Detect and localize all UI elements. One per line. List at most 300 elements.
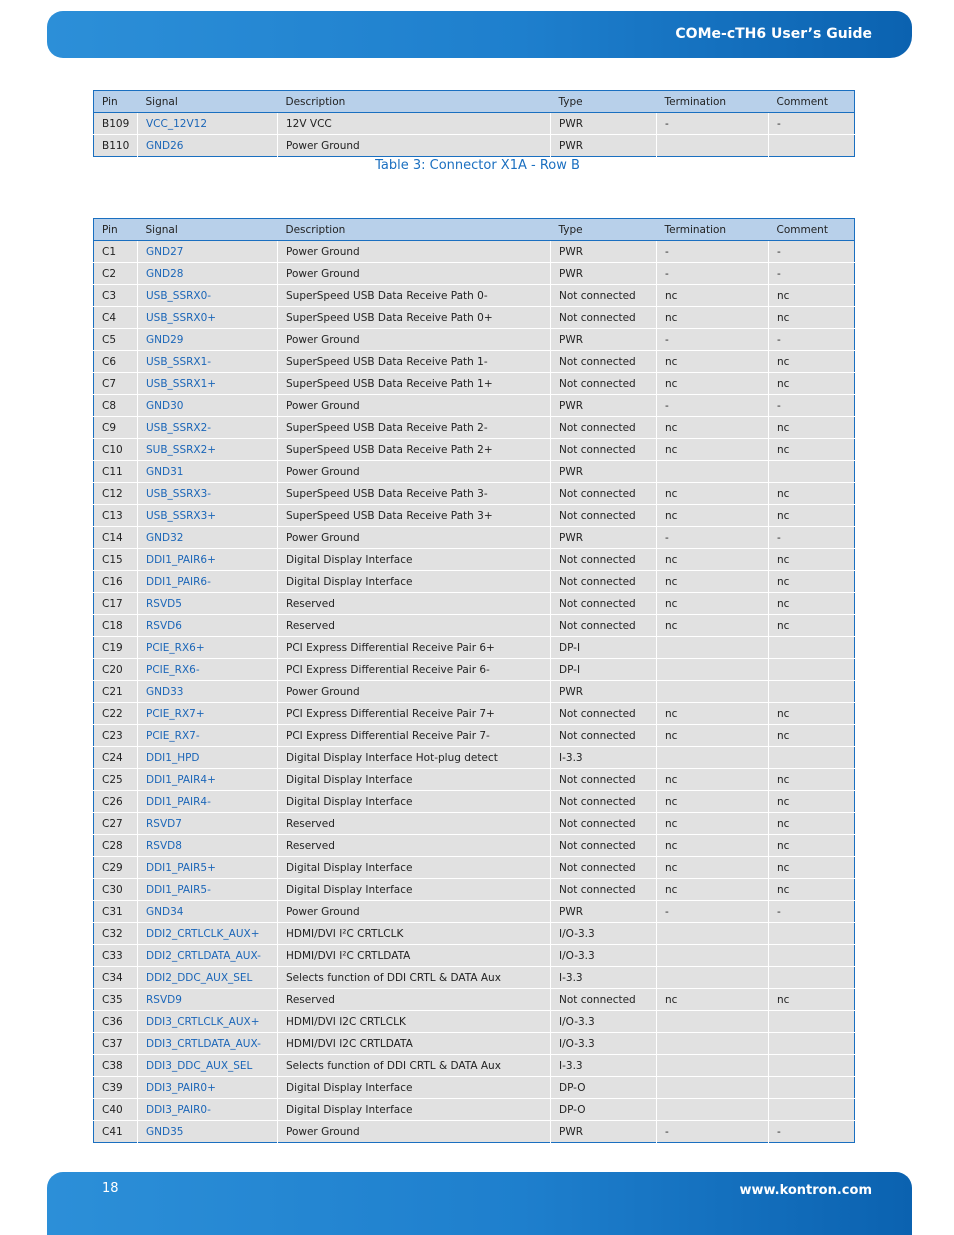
- cell-pin: C5: [94, 329, 138, 351]
- cell-pin: C16: [94, 571, 138, 593]
- table-row: [94, 659, 855, 681]
- cell-type: PWR: [551, 395, 657, 417]
- cell-description: Reserved: [278, 835, 551, 857]
- cell-signal[interactable]: USB_SSRX1-: [138, 351, 278, 373]
- cell-signal[interactable]: GND30: [138, 395, 278, 417]
- cell-comment: nc: [769, 769, 855, 791]
- cell-type: Not connected: [551, 373, 657, 395]
- cell-signal[interactable]: DDI1_PAIR5-: [138, 879, 278, 901]
- cell-description: Digital Display Interface: [278, 1077, 551, 1099]
- cell-type: PWR: [551, 329, 657, 351]
- cell-comment: nc: [769, 417, 855, 439]
- cell-termination: -: [657, 329, 769, 351]
- column-header-type: Type: [551, 91, 657, 113]
- table-row: [94, 945, 855, 967]
- column-header-type: Type: [551, 219, 657, 241]
- cell-termination: [657, 747, 769, 769]
- cell-description: Power Ground: [278, 527, 551, 549]
- cell-signal[interactable]: DDI3_CRTLDATA_AUX-: [138, 1033, 278, 1055]
- cell-description: HDMI/DVI I²C CRTLDATA: [278, 945, 551, 967]
- cell-pin: C6: [94, 351, 138, 373]
- cell-pin: C4: [94, 307, 138, 329]
- cell-comment: nc: [769, 307, 855, 329]
- table-caption: Table 3: Connector X1A - Row B: [375, 158, 580, 173]
- cell-comment: nc: [769, 483, 855, 505]
- cell-description: Selects function of DDI CRTL & DATA Aux: [278, 1055, 551, 1077]
- cell-signal[interactable]: USB_SSRX0-: [138, 285, 278, 307]
- cell-termination: -: [657, 527, 769, 549]
- table-row: [94, 461, 855, 483]
- cell-comment: nc: [769, 615, 855, 637]
- cell-termination: -: [657, 901, 769, 923]
- cell-termination: nc: [657, 483, 769, 505]
- cell-type: Not connected: [551, 725, 657, 747]
- cell-termination: nc: [657, 417, 769, 439]
- cell-type: Not connected: [551, 571, 657, 593]
- cell-pin: C27: [94, 813, 138, 835]
- table-row: [94, 1011, 855, 1033]
- cell-termination: [657, 135, 769, 157]
- cell-type: I-3.3: [551, 1055, 657, 1077]
- cell-pin: C28: [94, 835, 138, 857]
- cell-description: Power Ground: [278, 263, 551, 285]
- cell-comment: nc: [769, 549, 855, 571]
- cell-signal[interactable]: PCIE_RX7-: [138, 725, 278, 747]
- page-footer: [47, 1172, 912, 1235]
- cell-termination: nc: [657, 813, 769, 835]
- cell-signal[interactable]: DDI2_CRTLCLK_AUX+: [138, 923, 278, 945]
- cell-termination: nc: [657, 725, 769, 747]
- cell-signal[interactable]: GND29: [138, 329, 278, 351]
- cell-description: Reserved: [278, 813, 551, 835]
- cell-comment: [769, 967, 855, 989]
- column-header-termination: Termination: [657, 219, 769, 241]
- column-header-description: Description: [278, 91, 551, 113]
- cell-description: Digital Display Interface: [278, 857, 551, 879]
- cell-pin: C41: [94, 1121, 138, 1143]
- cell-signal[interactable]: PCIE_RX6-: [138, 659, 278, 681]
- cell-pin: C11: [94, 461, 138, 483]
- cell-pin: C19: [94, 637, 138, 659]
- cell-signal[interactable]: USB_SSRX2-: [138, 417, 278, 439]
- table-header-row: [94, 91, 855, 113]
- cell-termination: [657, 945, 769, 967]
- cell-description: Reserved: [278, 593, 551, 615]
- table-row: [94, 1077, 855, 1099]
- cell-termination: nc: [657, 857, 769, 879]
- cell-termination: [657, 461, 769, 483]
- cell-signal[interactable]: SUB_SSRX2+: [138, 439, 278, 461]
- cell-description: Power Ground: [278, 395, 551, 417]
- cell-type: PWR: [551, 461, 657, 483]
- table-row: [94, 989, 855, 1011]
- cell-signal[interactable]: RSVD9: [138, 989, 278, 1011]
- cell-signal[interactable]: GND31: [138, 461, 278, 483]
- cell-signal[interactable]: USB_SSRX3-: [138, 483, 278, 505]
- cell-description: Digital Display Interface: [278, 879, 551, 901]
- cell-comment: [769, 1011, 855, 1033]
- cell-signal[interactable]: GND26: [138, 135, 278, 157]
- cell-type: Not connected: [551, 307, 657, 329]
- table-row: [94, 135, 855, 157]
- cell-termination: nc: [657, 439, 769, 461]
- cell-termination: nc: [657, 351, 769, 373]
- cell-pin: C24: [94, 747, 138, 769]
- cell-type: Not connected: [551, 483, 657, 505]
- cell-signal[interactable]: DDI1_PAIR5+: [138, 857, 278, 879]
- cell-signal[interactable]: DDI2_CRTLDATA_AUX-: [138, 945, 278, 967]
- cell-signal[interactable]: RSVD8: [138, 835, 278, 857]
- cell-pin: C2: [94, 263, 138, 285]
- cell-termination: [657, 967, 769, 989]
- cell-type: PWR: [551, 1121, 657, 1143]
- cell-type: PWR: [551, 527, 657, 549]
- cell-type: Not connected: [551, 615, 657, 637]
- table-row: [94, 351, 855, 373]
- cell-signal[interactable]: RSVD7: [138, 813, 278, 835]
- table-row: [94, 549, 855, 571]
- cell-description: HDMI/DVI I2C CRTLCLK: [278, 1011, 551, 1033]
- page-header: [47, 11, 912, 58]
- cell-type: Not connected: [551, 593, 657, 615]
- table-row: [94, 725, 855, 747]
- table-row: [94, 329, 855, 351]
- cell-termination: [657, 1011, 769, 1033]
- table-row: [94, 1099, 855, 1121]
- table-row: [94, 747, 855, 769]
- cell-signal[interactable]: DDI1_PAIR4+: [138, 769, 278, 791]
- page-number: 18: [102, 1181, 119, 1196]
- table-row: [94, 571, 855, 593]
- cell-signal[interactable]: GND32: [138, 527, 278, 549]
- table-row: [94, 593, 855, 615]
- column-header-comment: Comment: [769, 91, 855, 113]
- cell-pin: C18: [94, 615, 138, 637]
- cell-description: SuperSpeed USB Data Receive Path 3-: [278, 483, 551, 505]
- cell-type: DP-I: [551, 637, 657, 659]
- pin-table-row-c: [93, 218, 855, 1143]
- cell-comment: nc: [769, 813, 855, 835]
- cell-pin: C29: [94, 857, 138, 879]
- cell-comment: nc: [769, 571, 855, 593]
- cell-termination: nc: [657, 879, 769, 901]
- table-row: [94, 1121, 855, 1143]
- table-header-row: [94, 219, 855, 241]
- cell-signal[interactable]: USB_SSRX1+: [138, 373, 278, 395]
- table-row: [94, 505, 855, 527]
- cell-pin: C36: [94, 1011, 138, 1033]
- cell-type: DP-I: [551, 659, 657, 681]
- cell-type: PWR: [551, 901, 657, 923]
- cell-type: Not connected: [551, 813, 657, 835]
- cell-description: PCI Express Differential Receive Pair 7-: [278, 725, 551, 747]
- cell-description: Digital Display Interface: [278, 1099, 551, 1121]
- cell-pin: C33: [94, 945, 138, 967]
- cell-description: SuperSpeed USB Data Receive Path 2+: [278, 439, 551, 461]
- cell-description: SuperSpeed USB Data Receive Path 0+: [278, 307, 551, 329]
- cell-description: Reserved: [278, 989, 551, 1011]
- cell-comment: [769, 135, 855, 157]
- cell-description: Power Ground: [278, 681, 551, 703]
- cell-type: Not connected: [551, 879, 657, 901]
- cell-termination: -: [657, 113, 769, 135]
- cell-type: PWR: [551, 135, 657, 157]
- document-title: COMe-cTH6 User’s Guide: [675, 26, 872, 42]
- cell-pin: C21: [94, 681, 138, 703]
- cell-pin: C7: [94, 373, 138, 395]
- cell-comment: [769, 1099, 855, 1121]
- column-header-termination: Termination: [657, 91, 769, 113]
- cell-description: PCI Express Differential Receive Pair 6-: [278, 659, 551, 681]
- cell-comment: -: [769, 901, 855, 923]
- cell-comment: -: [769, 113, 855, 135]
- cell-signal[interactable]: DDI3_PAIR0+: [138, 1077, 278, 1099]
- cell-description: Power Ground: [278, 1121, 551, 1143]
- table-row: [94, 857, 855, 879]
- cell-description: SuperSpeed USB Data Receive Path 1-: [278, 351, 551, 373]
- cell-termination: [657, 659, 769, 681]
- cell-type: Not connected: [551, 351, 657, 373]
- table-row: [94, 835, 855, 857]
- cell-pin: C10: [94, 439, 138, 461]
- table-row: [94, 923, 855, 945]
- cell-type: Not connected: [551, 505, 657, 527]
- cell-termination: -: [657, 263, 769, 285]
- cell-type: Not connected: [551, 835, 657, 857]
- cell-comment: [769, 1077, 855, 1099]
- column-header-description: Description: [278, 219, 551, 241]
- cell-type: PWR: [551, 113, 657, 135]
- cell-description: Power Ground: [278, 329, 551, 351]
- cell-type: Not connected: [551, 857, 657, 879]
- cell-type: Not connected: [551, 791, 657, 813]
- table-row: [94, 307, 855, 329]
- cell-pin: C8: [94, 395, 138, 417]
- cell-signal[interactable]: DDI1_HPD: [138, 747, 278, 769]
- cell-signal[interactable]: GND28: [138, 263, 278, 285]
- cell-termination: [657, 1033, 769, 1055]
- cell-termination: -: [657, 395, 769, 417]
- cell-description: Power Ground: [278, 135, 551, 157]
- cell-comment: -: [769, 241, 855, 263]
- table-row: [94, 901, 855, 923]
- cell-pin: C30: [94, 879, 138, 901]
- table-row: [94, 113, 855, 135]
- cell-type: Not connected: [551, 439, 657, 461]
- cell-comment: -: [769, 527, 855, 549]
- cell-termination: nc: [657, 989, 769, 1011]
- cell-signal[interactable]: RSVD5: [138, 593, 278, 615]
- cell-signal[interactable]: PCIE_RX7+: [138, 703, 278, 725]
- table-row: [94, 527, 855, 549]
- cell-comment: [769, 1033, 855, 1055]
- cell-pin: C35: [94, 989, 138, 1011]
- cell-description: Reserved: [278, 615, 551, 637]
- cell-description: PCI Express Differential Receive Pair 6+: [278, 637, 551, 659]
- cell-comment: -: [769, 263, 855, 285]
- cell-termination: nc: [657, 703, 769, 725]
- cell-description: SuperSpeed USB Data Receive Path 3+: [278, 505, 551, 527]
- cell-comment: [769, 681, 855, 703]
- cell-description: SuperSpeed USB Data Receive Path 1+: [278, 373, 551, 395]
- cell-signal[interactable]: DDI2_DDC_AUX_SEL: [138, 967, 278, 989]
- cell-comment: nc: [769, 505, 855, 527]
- cell-termination: nc: [657, 285, 769, 307]
- cell-signal[interactable]: RSVD6: [138, 615, 278, 637]
- table-row: [94, 1033, 855, 1055]
- table-row: [94, 791, 855, 813]
- cell-signal[interactable]: DDI3_DDC_AUX_SEL: [138, 1055, 278, 1077]
- cell-signal[interactable]: USB_SSRX3+: [138, 505, 278, 527]
- cell-pin: C1: [94, 241, 138, 263]
- cell-type: I/O-3.3: [551, 923, 657, 945]
- cell-comment: -: [769, 329, 855, 351]
- cell-termination: [657, 1077, 769, 1099]
- cell-type: DP-O: [551, 1099, 657, 1121]
- cell-termination: -: [657, 241, 769, 263]
- cell-pin: C13: [94, 505, 138, 527]
- table-row: [94, 615, 855, 637]
- cell-termination: [657, 923, 769, 945]
- cell-type: PWR: [551, 681, 657, 703]
- cell-termination: nc: [657, 835, 769, 857]
- cell-description: SuperSpeed USB Data Receive Path 0-: [278, 285, 551, 307]
- cell-pin: B109: [94, 113, 138, 135]
- cell-type: Not connected: [551, 769, 657, 791]
- cell-signal[interactable]: DDI1_PAIR6-: [138, 571, 278, 593]
- cell-type: Not connected: [551, 417, 657, 439]
- cell-description: Digital Display Interface: [278, 769, 551, 791]
- cell-comment: nc: [769, 879, 855, 901]
- cell-description: Digital Display Interface Hot-plug detect: [278, 747, 551, 769]
- cell-pin: C22: [94, 703, 138, 725]
- cell-comment: [769, 945, 855, 967]
- cell-termination: [657, 1055, 769, 1077]
- table-row: [94, 637, 855, 659]
- cell-description: Power Ground: [278, 901, 551, 923]
- website-link[interactable]: www.kontron.com: [739, 1183, 872, 1198]
- cell-type: DP-O: [551, 1077, 657, 1099]
- cell-signal[interactable]: GND34: [138, 901, 278, 923]
- cell-signal[interactable]: USB_SSRX0+: [138, 307, 278, 329]
- pin-table-row-b-tail: [93, 90, 855, 157]
- cell-pin: B110: [94, 135, 138, 157]
- table-row: [94, 241, 855, 263]
- cell-signal[interactable]: DDI1_PAIR6+: [138, 549, 278, 571]
- cell-termination: nc: [657, 505, 769, 527]
- table-row: [94, 395, 855, 417]
- cell-signal[interactable]: VCC_12V12: [138, 113, 278, 135]
- table-row: [94, 483, 855, 505]
- cell-comment: nc: [769, 835, 855, 857]
- table-row: [94, 417, 855, 439]
- cell-pin: C32: [94, 923, 138, 945]
- cell-termination: [657, 681, 769, 703]
- cell-type: I-3.3: [551, 967, 657, 989]
- cell-description: HDMI/DVI I²C CRTLCLK: [278, 923, 551, 945]
- cell-pin: C9: [94, 417, 138, 439]
- cell-termination: nc: [657, 615, 769, 637]
- column-header-signal: Signal: [138, 91, 278, 113]
- column-header-comment: Comment: [769, 219, 855, 241]
- cell-termination: nc: [657, 307, 769, 329]
- cell-description: Selects function of DDI CRTL & DATA Aux: [278, 967, 551, 989]
- column-header-signal: Signal: [138, 219, 278, 241]
- cell-termination: -: [657, 1121, 769, 1143]
- cell-comment: -: [769, 395, 855, 417]
- cell-description: HDMI/DVI I2C CRTLDATA: [278, 1033, 551, 1055]
- table-row: [94, 681, 855, 703]
- cell-signal[interactable]: DDI3_PAIR0-: [138, 1099, 278, 1121]
- table-row: [94, 1055, 855, 1077]
- cell-termination: nc: [657, 593, 769, 615]
- cell-comment: -: [769, 1121, 855, 1143]
- cell-description: Power Ground: [278, 241, 551, 263]
- cell-termination: nc: [657, 571, 769, 593]
- cell-comment: nc: [769, 285, 855, 307]
- cell-signal[interactable]: GND27: [138, 241, 278, 263]
- cell-description: PCI Express Differential Receive Pair 7+: [278, 703, 551, 725]
- cell-comment: [769, 637, 855, 659]
- table-row: [94, 285, 855, 307]
- cell-description: Digital Display Interface: [278, 571, 551, 593]
- cell-comment: nc: [769, 703, 855, 725]
- cell-type: Not connected: [551, 989, 657, 1011]
- table-row: [94, 813, 855, 835]
- cell-signal[interactable]: DDI3_CRTLCLK_AUX+: [138, 1011, 278, 1033]
- cell-type: Not connected: [551, 549, 657, 571]
- cell-comment: [769, 659, 855, 681]
- cell-pin: C39: [94, 1077, 138, 1099]
- cell-termination: [657, 637, 769, 659]
- cell-comment: nc: [769, 593, 855, 615]
- cell-comment: nc: [769, 373, 855, 395]
- cell-type: PWR: [551, 241, 657, 263]
- cell-comment: nc: [769, 989, 855, 1011]
- cell-signal[interactable]: PCIE_RX6+: [138, 637, 278, 659]
- cell-description: SuperSpeed USB Data Receive Path 2-: [278, 417, 551, 439]
- cell-pin: C3: [94, 285, 138, 307]
- cell-pin: C31: [94, 901, 138, 923]
- table-row: [94, 879, 855, 901]
- cell-description: Digital Display Interface: [278, 549, 551, 571]
- column-header-pin: Pin: [94, 219, 138, 241]
- cell-signal[interactable]: DDI1_PAIR4-: [138, 791, 278, 813]
- cell-pin: C38: [94, 1055, 138, 1077]
- cell-signal[interactable]: GND33: [138, 681, 278, 703]
- cell-pin: C25: [94, 769, 138, 791]
- cell-comment: nc: [769, 351, 855, 373]
- cell-comment: nc: [769, 791, 855, 813]
- cell-description: 12V VCC: [278, 113, 551, 135]
- cell-pin: C37: [94, 1033, 138, 1055]
- cell-pin: C26: [94, 791, 138, 813]
- cell-comment: [769, 461, 855, 483]
- cell-type: I/O-3.3: [551, 1011, 657, 1033]
- cell-pin: C14: [94, 527, 138, 549]
- cell-signal[interactable]: GND35: [138, 1121, 278, 1143]
- cell-termination: nc: [657, 791, 769, 813]
- cell-comment: nc: [769, 725, 855, 747]
- cell-type: I-3.3: [551, 747, 657, 769]
- cell-pin: C40: [94, 1099, 138, 1121]
- table-row: [94, 703, 855, 725]
- table-row: [94, 769, 855, 791]
- cell-comment: [769, 923, 855, 945]
- cell-type: I/O-3.3: [551, 1033, 657, 1055]
- cell-termination: [657, 1099, 769, 1121]
- cell-comment: nc: [769, 439, 855, 461]
